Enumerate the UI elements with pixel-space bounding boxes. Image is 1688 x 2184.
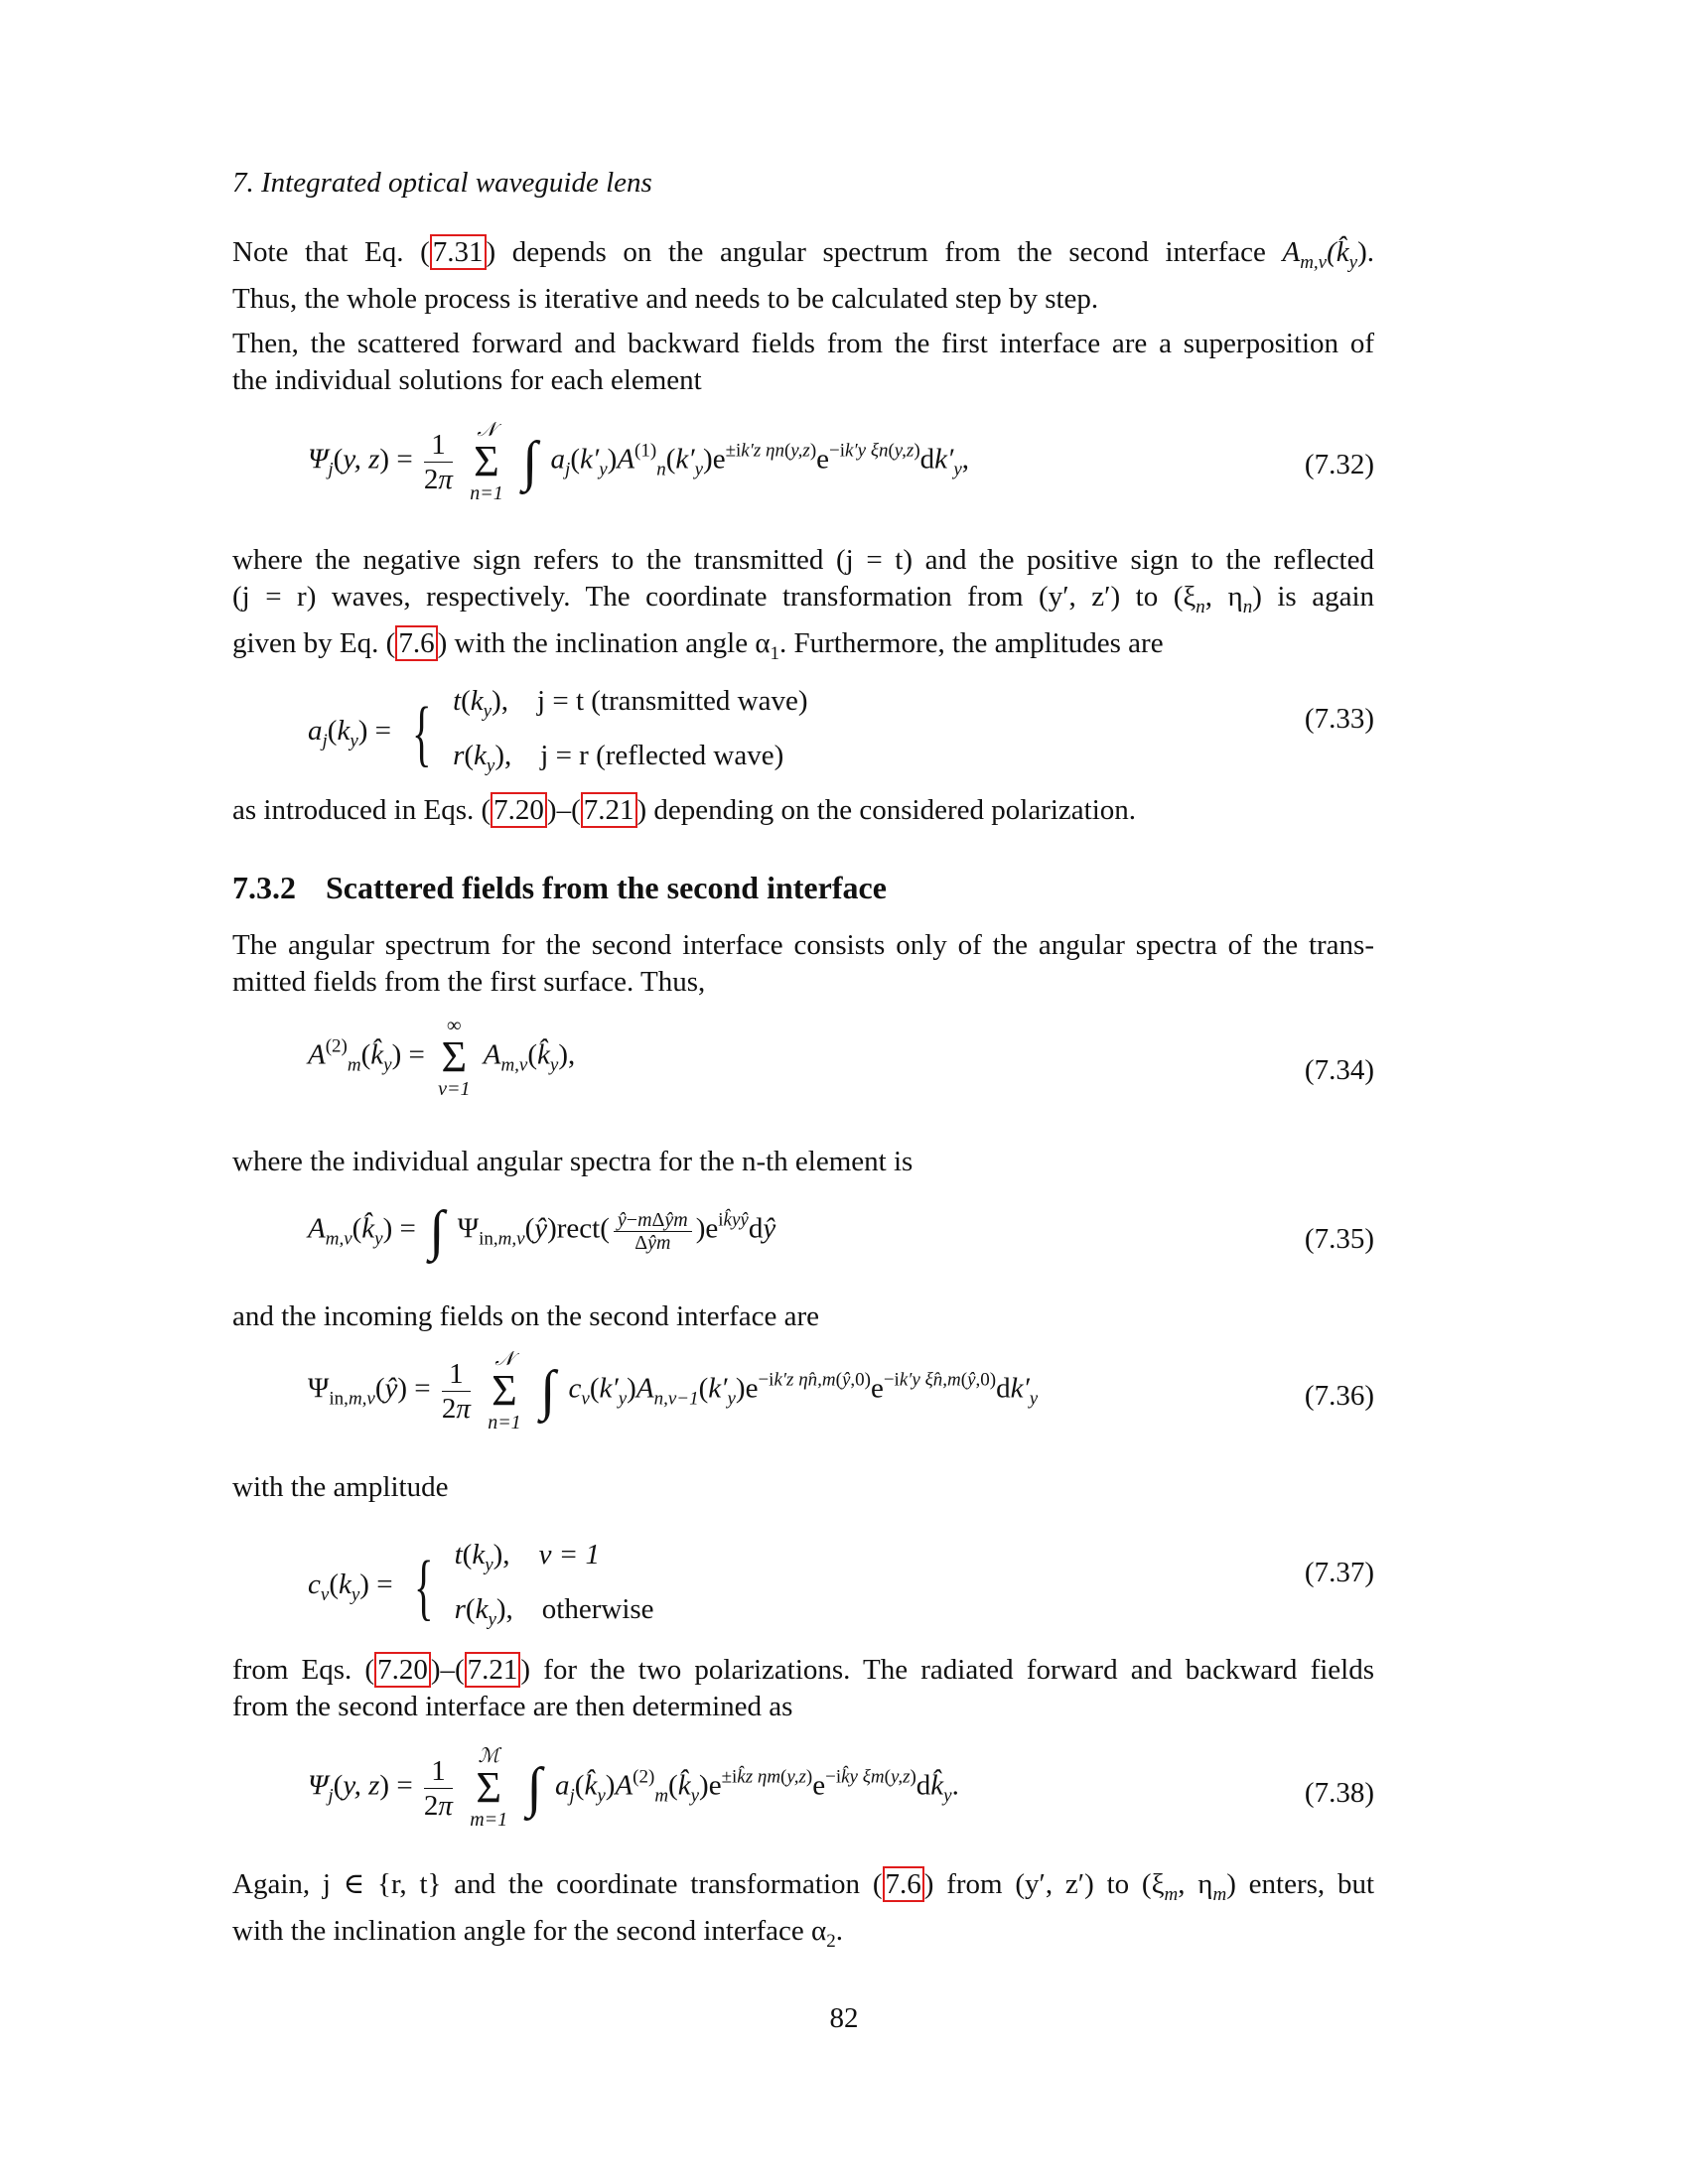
equation-7-37: $c_\nu(k_y)$ = { $t(k_y)$, ν = 1 $r(k_y)$, otherwise (7.37) [308, 1539, 1374, 1630]
running-head: 7. Integrated optical waveguide lens [232, 167, 652, 199]
equation-7-35: $A_{m,\nu}(k̂_y)$ = ∫ $\Psi_{in,m,\nu}(ŷ)rect$( $\frac{\text{ŷ−mΔŷm}}{\text{Δŷm}}$ )$e^{ik̂yŷ}dŷ$ (7.35) [308, 1200, 1374, 1262]
paragraph-1-line-1: Note that Eq. ( 7.31 ) depends on the angular spectrum from the second interface $A_{m,\nu}(k̂_y)$. [232, 236, 1374, 273]
case-condition: otherwise [541, 1593, 654, 1625]
eq-link-7-31[interactable]: 7.31 [430, 234, 487, 270]
equation-7-36: $\Psi_{in,m,\nu}(ŷ)$ = $\frac{1}{2\pi}$ 𝒩 Σ n=1 ∫ $c_\nu(k'_y)A_{n,\nu-1}(k'_y)e^{-ik'z \etân,m(ŷ,0)}e^{-ik'y \xîn,m(ŷ,0)}dk'_y$ (7.36) [308, 1348, 1374, 1433]
case-condition: j = r (reflected wave) [540, 740, 784, 771]
paragraph-10: Again, j ∈ {r, t} and the coordinate transformation ( 7.6 ) from (y′, z′) to ($\xi_m$, $\eta_m$) enters, but with the inclination angle for the second interface $\alpha_2$. [232, 1868, 1375, 1952]
paragraph-1 [232, 234, 1374, 318]
equation-7-38: $\Psi_j(y$, z) = $\frac{1}{2\pi}$ ℳ Σ m=1 ∫ $a_j(k̂_y)A^{(2)}_m(k̂_y)e^{\pm ik̂z \eta m(y,z)}e^{-ik̂y \xi m(y,z)}dk̂_y$. (7.38) [308, 1745, 1374, 1831]
eq-link-7-20[interactable]: 7.20 [374, 1652, 431, 1688]
paragraph-7: and the incoming fields on the second interface are [232, 1300, 820, 1332]
equation-7-33: $a_j(k_y)$ = { $t(k_y)$, j = t (transmitted wave) $r(k_y)$, j = r (reflected wave) (7.33) [308, 685, 1374, 776]
paragraph-5: The angular spectrum for the second interface consists only of the angular spectra of the trans- mitted fields from the first surface. Thus, [232, 929, 1374, 998]
eq-link-7-20[interactable]: 7.20 [491, 792, 547, 828]
section-heading: 7.3.2 Scattered fields from the second interface [232, 870, 887, 905]
eq-link-7-6[interactable]: 7.6 [883, 1866, 924, 1902]
page-number: 82 [829, 2002, 859, 2034]
paragraph-9: from Eqs. ( 7.20 )–( 7.21 ) for the two polarizations. The radiated forward and backward fields from the second interface are then determined as [232, 1654, 1375, 1722]
paragraph-4: as introduced in Eqs. ( 7.20 )–( 7.21 ) depending on the considered polarization. [232, 794, 1137, 826]
equation-number: (7.33) [1304, 703, 1374, 735]
case-condition: ν = 1 [538, 1539, 601, 1570]
eq-link-7-6[interactable]: 7.6 [395, 625, 437, 661]
case-condition: j = t (transmitted wave) [537, 685, 808, 717]
eq-link-7-21[interactable]: 7.21 [465, 1652, 521, 1688]
paragraph-3: where the negative sign refers to the transmitted (j = t) and the positive sign to the reflected (j = r) waves, respectively. The coordinate transformation from (y′, z′) to ($\xi_n$, $\eta_n$) is again given by Eq. ( 7.6 ) with the inclination angle $\alpha_1$. Furthermore, the amplitudes are [232, 544, 1375, 664]
equation-7-32: $\Psi_j(y$, z) = $\frac{1}{2\pi}$ 𝒩 Σ n=1 ∫ $a_j(k'_y)A^{(1)}_n(k'_y)e^{\pm ik'z \eta n(y,z)}e^{-ik'y \xi n(y,z)}dk'_y$, (7.32) [308, 419, 1374, 504]
eq-link-7-21[interactable]: 7.21 [581, 792, 637, 828]
paragraph-2: Then, the scattered forward and backward fields from the first interface are a superposition of the individual solutions for each element [232, 328, 1374, 396]
paragraph-6: where the individual angular spectra for the n-th element is [232, 1146, 914, 1177]
equation-number: (7.38) [1304, 1777, 1374, 1809]
equation-number: (7.36) [1304, 1380, 1374, 1412]
equation-number: (7.34) [1304, 1054, 1374, 1086]
equation-number: (7.35) [1304, 1223, 1374, 1255]
equation-number: (7.37) [1304, 1557, 1374, 1588]
equation-7-34: $A^{(2)}_m(k̂_y)$ = ∞ Σ ν=1 $A_{m,\nu}(k̂_y)$, (7.34) [308, 1015, 1374, 1100]
paragraph-8: with the amplitude [232, 1471, 449, 1503]
paragraph-1-line-2: Thus, the whole process is iterative and needs to be calculated step by step. [232, 283, 1099, 315]
equation-number: (7.32) [1304, 449, 1374, 480]
